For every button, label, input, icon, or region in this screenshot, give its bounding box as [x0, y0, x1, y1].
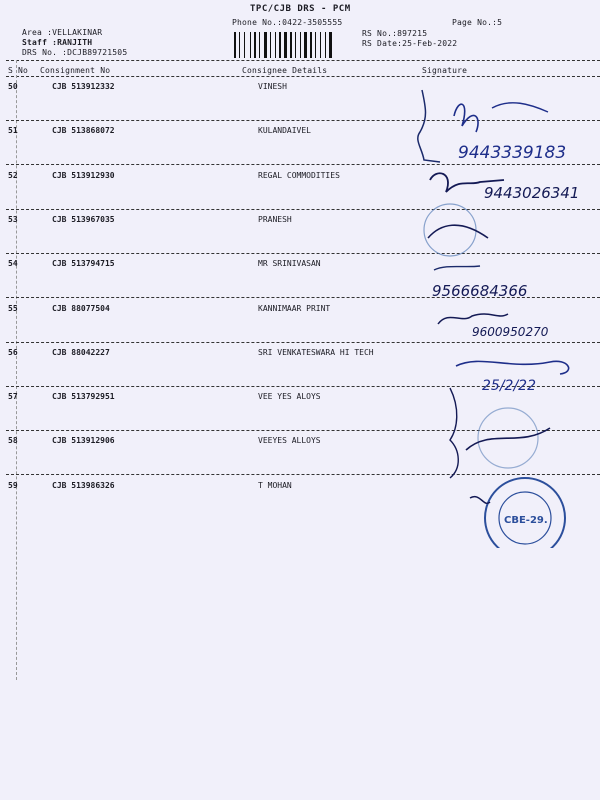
- barcode-bar: [234, 32, 236, 58]
- barcode-bar: [279, 32, 281, 58]
- row-sno: 50: [8, 82, 18, 91]
- barcode-bar: [290, 32, 292, 58]
- barcode: [232, 32, 360, 58]
- row-consignee-name: REGAL COMMODITIES: [258, 171, 340, 180]
- page-number: Page No.:5: [452, 18, 503, 27]
- barcode-bar: [259, 32, 260, 58]
- col-sno: S No: [8, 66, 29, 75]
- signature-area: [400, 88, 600, 548]
- barcode-bar: [325, 32, 326, 58]
- row-consignment-no: CJB 513794715: [52, 259, 115, 268]
- barcode-bar: [284, 32, 287, 58]
- handwritten-phone-3: 9566684366: [432, 282, 528, 300]
- row-sno: 55: [8, 304, 18, 313]
- row-sno: 51: [8, 126, 18, 135]
- row-consignee-name: VEEYES ALLOYS: [258, 436, 321, 445]
- barcode-bar: [315, 32, 316, 58]
- phone-number: Phone No.:0422-3505555: [232, 18, 343, 27]
- barcode-bar: [254, 32, 256, 58]
- barcode-bar: [320, 32, 321, 58]
- col-consignment: Consignment No: [40, 66, 111, 75]
- document-title: TPC/CJB DRS - PCM: [250, 4, 351, 14]
- row-consignment-no: CJB 88042227: [52, 348, 110, 357]
- row-sno: 58: [8, 436, 18, 445]
- header-divider-bottom: [6, 76, 600, 77]
- barcode-bar: [310, 32, 312, 58]
- barcode-bar: [270, 32, 271, 58]
- barcode-bar: [295, 32, 296, 58]
- row-sno: 56: [8, 348, 18, 357]
- handwritten-phone-1: 9443339183: [458, 143, 567, 163]
- row-consignee-name: T MOHAN: [258, 481, 292, 490]
- row-consignment-no: CJB 513912930: [52, 171, 115, 180]
- company-stamp: [470, 478, 565, 548]
- row-sno: 54: [8, 259, 18, 268]
- row-sno: 53: [8, 215, 18, 224]
- row-consignment-no: CJB 513792951: [52, 392, 115, 401]
- barcode-bar: [329, 32, 332, 58]
- barcode-bar: [300, 32, 301, 58]
- barcode-bar: [275, 32, 276, 58]
- row-consignee-name: MR SRINIVASAN: [258, 259, 321, 268]
- row-consignment-no: CJB 513912332: [52, 82, 115, 91]
- barcode-bar: [239, 32, 240, 58]
- handwritten-date: 25/2/22: [482, 378, 536, 394]
- row-sno: 57: [8, 392, 18, 401]
- barcode-bar: [264, 32, 267, 58]
- row-consignment-no: CJB 513868072: [52, 126, 115, 135]
- barcode-bar: [250, 32, 251, 58]
- handwritten-phone-2: 9443026341: [484, 184, 580, 202]
- rs-date: RS Date:25-Feb-2022: [362, 39, 458, 48]
- drs-number: DRS No. :DCJB89721505: [22, 48, 128, 57]
- row-consignee-name: VINESH: [258, 82, 287, 91]
- area-label: Area :VELLAKINAR: [22, 28, 103, 37]
- barcode-bar: [304, 32, 307, 58]
- row-consignee-name: VEE YES ALOYS: [258, 392, 321, 401]
- row-sno: 52: [8, 171, 18, 180]
- row-consignee-name: KULANDAIVEL: [258, 126, 311, 135]
- row-consignment-no: CJB 88077504: [52, 304, 110, 313]
- header-divider-top: [6, 60, 600, 61]
- rs-number: RS No.:897215: [362, 29, 428, 38]
- stamp-code: CBE-29.: [504, 515, 548, 526]
- handwritten-phone-4: 9600950270: [472, 325, 549, 339]
- barcode-bar: [244, 32, 245, 58]
- row-consignee-name: SRI VENKATESWARA HI TECH: [258, 348, 374, 357]
- row-consignment-no: CJB 513912906: [52, 436, 115, 445]
- row-consignee-name: PRANESH: [258, 215, 292, 224]
- row-sno: 59: [8, 481, 18, 490]
- row-consignment-no: CJB 513986326: [52, 481, 115, 490]
- col-signature: Signature: [422, 66, 468, 75]
- staff-label: Staff :RANJITH: [22, 38, 93, 47]
- col-consignee: Consignee Details: [242, 66, 328, 75]
- row-consignment-no: CJB 513967035: [52, 215, 115, 224]
- row-consignee-name: KANNIMAAR PRINT: [258, 304, 331, 313]
